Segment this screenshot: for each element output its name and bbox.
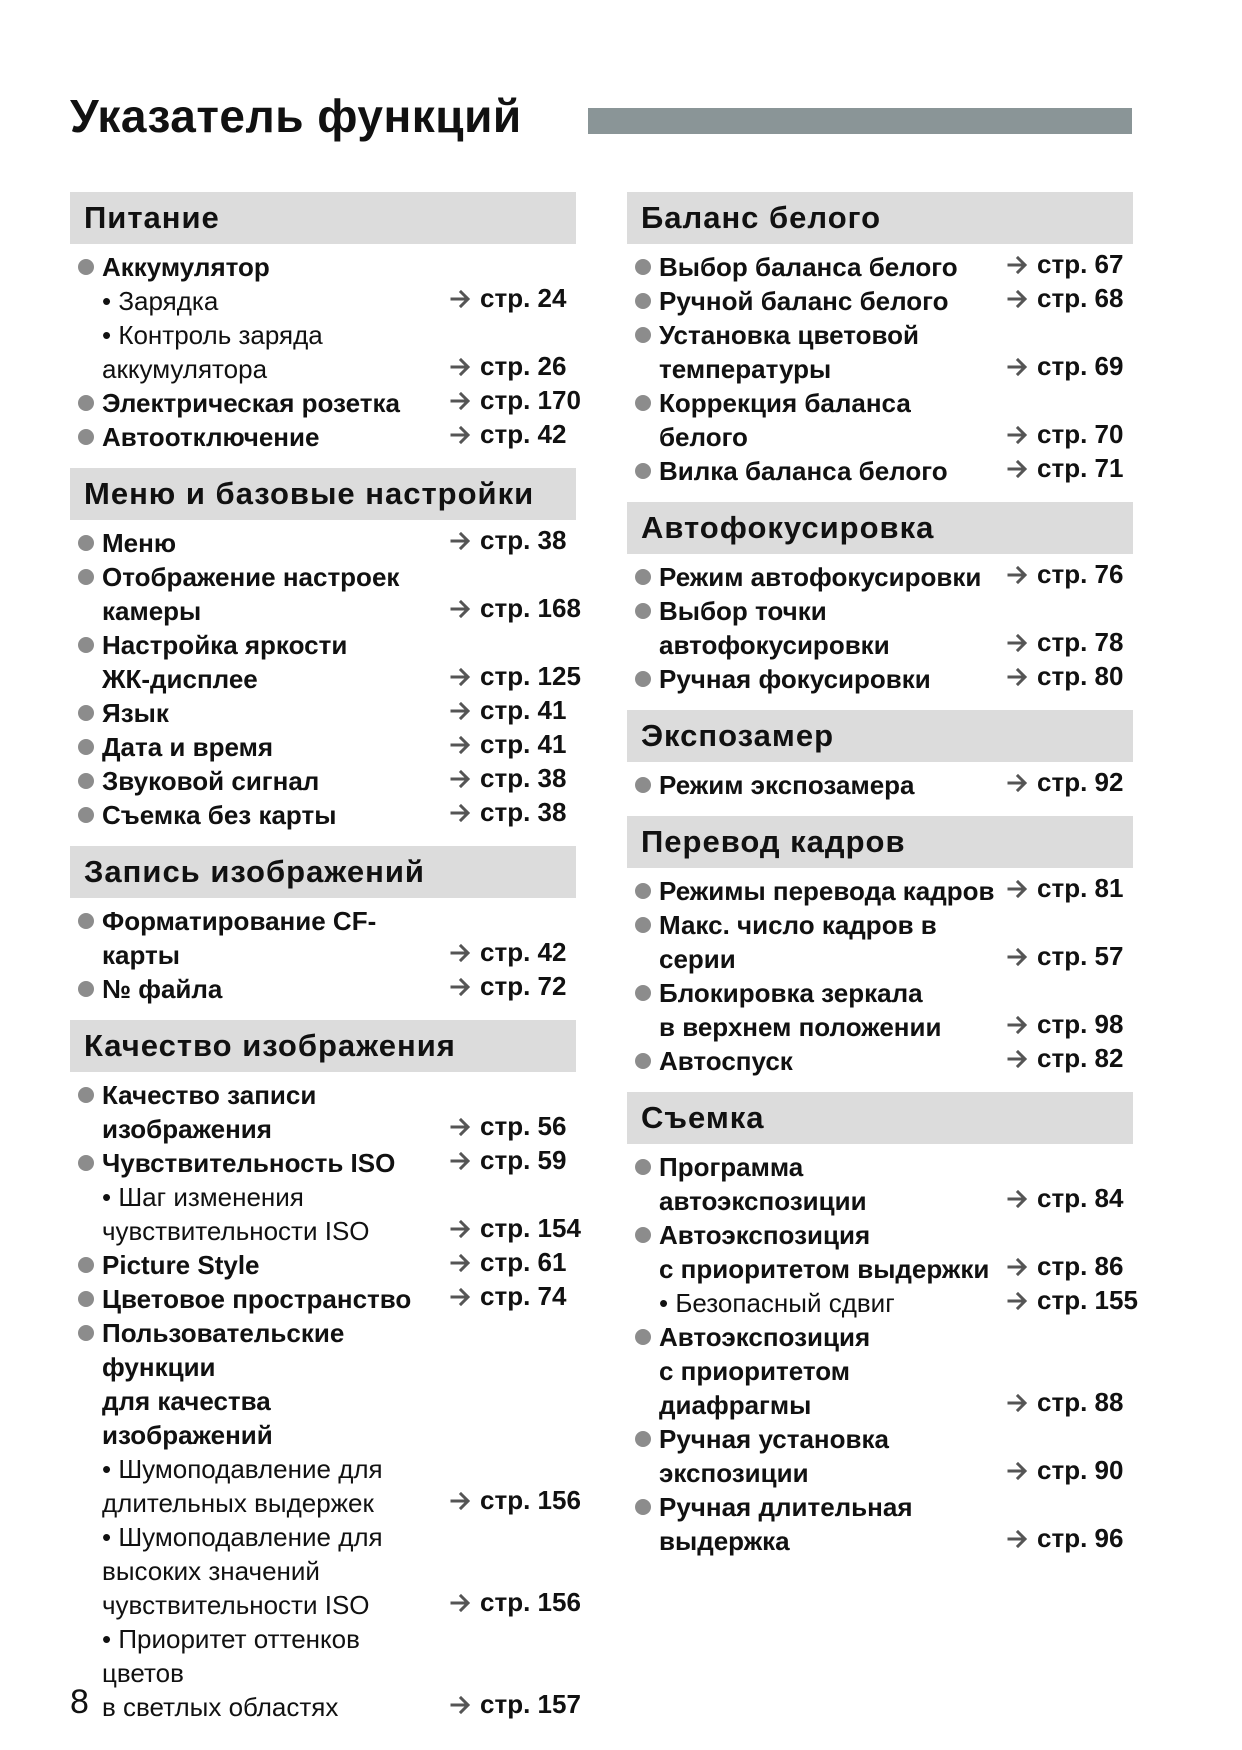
page-reference (450, 417, 568, 454)
entry-label: Меню (102, 528, 177, 558)
index-section (70, 468, 581, 832)
entry-label: Качество записи изображения (102, 1080, 317, 1144)
index-entry (70, 420, 576, 454)
entry-label: • Приоритет оттенков цветов в светлых областях (102, 1624, 360, 1722)
arrow-right-icon (1007, 628, 1029, 662)
arrow-right-icon (450, 526, 472, 560)
index-entry (627, 1320, 1133, 1422)
page-ref-text: стр. 125 (480, 661, 581, 691)
bullet-icon (78, 1291, 94, 1307)
page-reference (1007, 1007, 1125, 1044)
bullet-icon (78, 739, 94, 755)
index-subentry (70, 1622, 581, 1724)
page-ref-text: стр. 69 (1037, 351, 1124, 381)
arrow-right-icon (450, 352, 472, 386)
page-ref-text: стр. 67 (1037, 249, 1124, 279)
index-section (627, 1092, 1138, 1558)
arrow-right-icon (450, 662, 472, 696)
page-reference (450, 383, 581, 420)
index-entry (627, 1422, 1133, 1490)
index-entry (70, 1146, 576, 1180)
entry-label: Программа автоэкспозиции (659, 1152, 867, 1216)
page-reference (1007, 557, 1125, 594)
entry-label: Режим экспозамера (659, 770, 915, 800)
page-ref-text: стр. 157 (480, 1689, 581, 1719)
entry-label: Коррекция баланса белого (659, 388, 911, 452)
arrow-right-icon (1007, 768, 1029, 802)
index-entry (70, 972, 576, 1006)
entry-label: Выбор точки автофокусировки (659, 596, 890, 660)
page-ref-text: стр. 38 (480, 525, 567, 555)
page-ref-text: стр. 86 (1037, 1251, 1124, 1281)
bullet-icon (78, 1155, 94, 1171)
page-ref-text: стр. 42 (480, 419, 567, 449)
arrow-right-icon (1007, 1044, 1029, 1078)
page-reference (450, 659, 581, 696)
entry-label: Цветовое пространство (102, 1284, 412, 1314)
bullet-icon (635, 293, 651, 309)
arrow-right-icon (1007, 1524, 1029, 1558)
entry-label: Автоэкспозиция с приоритетом выдержки (659, 1220, 990, 1284)
arrow-right-icon (1007, 1252, 1029, 1286)
entry-label: Аккумулятор (102, 252, 270, 282)
page-ref-text: стр. 81 (1037, 873, 1124, 903)
section-header: Качество изображения (70, 1020, 576, 1072)
page-reference (1007, 871, 1125, 908)
page-ref-text: стр. 78 (1037, 627, 1124, 657)
arrow-right-icon (1007, 250, 1029, 284)
page-reference (450, 1585, 581, 1622)
index-column-right (627, 192, 1138, 1572)
index-subentry (70, 1180, 581, 1248)
bullet-icon (78, 259, 94, 275)
index-entry (627, 1490, 1133, 1558)
index-section (627, 192, 1133, 488)
arrow-right-icon (1007, 1388, 1029, 1422)
page-reference (1007, 1453, 1125, 1490)
entry-label: Блокировка зеркала в верхнем положении (659, 978, 942, 1042)
bullet-icon (635, 395, 651, 411)
page-reference (1007, 451, 1125, 488)
entry-label: Автоэкспозиция с приоритетом диафрагмы (659, 1322, 871, 1420)
index-entry (70, 385, 581, 420)
page-title: Указатель функций (70, 90, 522, 142)
index-section (70, 1020, 581, 1724)
entry-label: Электрическая розетка (102, 388, 400, 418)
page-ref-text: стр. 68 (1037, 283, 1124, 313)
bullet-icon (78, 773, 94, 789)
index-entry (70, 560, 581, 628)
page-ref-text: стр. 155 (1037, 1285, 1138, 1315)
arrow-right-icon (1007, 1456, 1029, 1490)
entry-label: Съемка без карты (102, 800, 337, 830)
index-entry (627, 874, 1133, 908)
entry-label: Чувствительность ISO (102, 1148, 396, 1178)
arrow-right-icon (1007, 454, 1029, 488)
page-ref-text: стр. 70 (1037, 419, 1124, 449)
arrow-right-icon (1007, 560, 1029, 594)
entry-label: • Контроль заряда аккумулятора (102, 320, 323, 384)
arrow-right-icon (450, 284, 472, 318)
bullet-icon (635, 985, 651, 1001)
entry-label: Picture Style (102, 1250, 260, 1280)
page-ref-text: стр. 84 (1037, 1183, 1124, 1213)
page-ref-text: стр. 168 (480, 593, 581, 623)
bullet-icon (78, 807, 94, 823)
arrow-right-icon (450, 420, 472, 454)
section-header: Автофокусировка (627, 502, 1133, 554)
page-ref-text: стр. 156 (480, 1587, 581, 1617)
page-reference (1007, 939, 1125, 976)
bullet-icon (78, 569, 94, 585)
index-entry (627, 560, 1133, 594)
bullet-icon (635, 1159, 651, 1175)
index-entry (627, 662, 1133, 696)
index-subentry (70, 1520, 581, 1622)
title-decoration-bar (588, 108, 1132, 134)
arrow-right-icon (450, 1112, 472, 1146)
page-reference (450, 1109, 568, 1146)
page-ref-text: стр. 154 (480, 1213, 581, 1243)
arrow-right-icon (450, 1214, 472, 1248)
bullet-icon (635, 1053, 651, 1069)
bullet-icon (635, 777, 651, 793)
index-entry (70, 1282, 576, 1316)
index-subentry (70, 318, 576, 386)
bullet-icon (78, 429, 94, 445)
page-reference (1007, 1041, 1125, 1078)
arrow-right-icon (450, 1588, 472, 1622)
entry-label: • Зарядка (102, 286, 219, 316)
bullet-icon (78, 705, 94, 721)
page-reference (450, 1245, 568, 1282)
page-reference (1007, 625, 1125, 662)
page-ref-text: стр. 76 (1037, 559, 1124, 589)
page-reference (450, 727, 568, 764)
index-entry (70, 798, 576, 832)
arrow-right-icon (450, 730, 472, 764)
section-header: Экспозамер (627, 710, 1133, 762)
page-reference (1007, 349, 1125, 386)
index-subentry (627, 1285, 1138, 1320)
page-ref-text: стр. 59 (480, 1145, 567, 1175)
entry-label: Выбор баланса белого (659, 252, 958, 282)
arrow-right-icon (1007, 1286, 1029, 1320)
page-reference (1007, 1249, 1125, 1286)
index-entry (627, 594, 1133, 662)
index-entry (70, 904, 576, 972)
page-reference (1007, 281, 1125, 318)
index-entry (70, 1316, 576, 1452)
section-header: Съемка (627, 1092, 1133, 1144)
arrow-right-icon (1007, 1184, 1029, 1218)
entry-label: Макс. число кадров в серии (659, 910, 937, 974)
page-reference (1007, 247, 1125, 284)
entry-label: Отображение настроек камеры (102, 562, 400, 626)
page-ref-text: стр. 92 (1037, 767, 1124, 797)
page-ref-text: стр. 61 (480, 1247, 567, 1277)
arrow-right-icon (450, 1486, 472, 1520)
bullet-icon (635, 569, 651, 585)
page-reference (450, 281, 568, 318)
arrow-right-icon (450, 798, 472, 832)
page-reference (1007, 1521, 1125, 1558)
page-ref-text: стр. 170 (480, 385, 581, 415)
page-ref-text: стр. 38 (480, 763, 567, 793)
page-reference (450, 591, 581, 628)
page-reference (1007, 1385, 1125, 1422)
entry-label: Настройка яркости ЖК-дисплее (102, 630, 348, 694)
bullet-icon (635, 259, 651, 275)
page-ref-text: стр. 71 (1037, 453, 1124, 483)
arrow-right-icon (450, 386, 472, 420)
arrow-right-icon (1007, 874, 1029, 908)
page-ref-text: стр. 41 (480, 695, 567, 725)
page-ref-text: стр. 82 (1037, 1043, 1124, 1073)
index-entry (70, 628, 581, 696)
arrow-right-icon (450, 1282, 472, 1316)
page-reference (450, 1687, 581, 1724)
page-number: 8 (70, 1683, 89, 1721)
page-reference (450, 935, 568, 972)
index-entry (627, 386, 1133, 454)
section-header: Перевод кадров (627, 816, 1133, 868)
entry-label: Ручной баланс белого (659, 286, 949, 316)
index-section (627, 502, 1133, 696)
page-reference (450, 761, 568, 798)
section-header: Баланс белого (627, 192, 1133, 244)
bullet-icon (635, 1499, 651, 1515)
bullet-icon (78, 913, 94, 929)
entry-label: Ручная фокусировки (659, 664, 931, 694)
index-entry (627, 976, 1133, 1044)
bullet-icon (635, 1227, 651, 1243)
bullet-icon (635, 1431, 651, 1447)
bullet-icon (78, 981, 94, 997)
page-ref-text: стр. 80 (1037, 661, 1124, 691)
page-ref-text: стр. 98 (1037, 1009, 1124, 1039)
arrow-right-icon (450, 1248, 472, 1282)
entry-label: Установка цветовой температуры (659, 320, 919, 384)
index-entry (627, 454, 1133, 488)
entry-label: Пользовательские функции для качества изображений (102, 1318, 345, 1450)
bullet-icon (635, 1329, 651, 1345)
entry-label: Режимы перевода кадров (659, 876, 995, 906)
arrow-right-icon (450, 972, 472, 1006)
arrow-right-icon (450, 696, 472, 730)
page-ref-text: стр. 96 (1037, 1523, 1124, 1553)
bullet-icon (78, 395, 94, 411)
page-ref-text: стр. 74 (480, 1281, 567, 1311)
arrow-right-icon (1007, 662, 1029, 696)
entry-label: Дата и время (102, 732, 273, 762)
section-header: Питание (70, 192, 576, 244)
bullet-icon (635, 463, 651, 479)
page-reference (450, 969, 568, 1006)
entry-label: • Безопасный сдвиг (659, 1288, 895, 1318)
entry-label: Режим автофокусировки (659, 562, 982, 592)
bullet-icon (635, 917, 651, 933)
index-entry (627, 250, 1133, 284)
arrow-right-icon (1007, 420, 1029, 454)
page-ref-text: стр. 56 (480, 1111, 567, 1141)
entry-label: Звуковой сигнал (102, 766, 320, 796)
arrow-right-icon (450, 764, 472, 798)
arrow-right-icon (450, 1146, 472, 1180)
page-reference (450, 523, 568, 560)
page-reference (1007, 1181, 1125, 1218)
page-ref-text: стр. 90 (1037, 1455, 1124, 1485)
page-ref-text: стр. 42 (480, 937, 567, 967)
page-reference (1007, 765, 1125, 802)
index-section (627, 710, 1133, 802)
index-entry (627, 318, 1133, 386)
section-header: Запись изображений (70, 846, 576, 898)
page-reference (1007, 417, 1125, 454)
index-entry (627, 1150, 1133, 1218)
index-entry (70, 250, 576, 284)
entry-label: • Шумоподавление для длительных выдержек (102, 1454, 383, 1518)
index-entry (70, 730, 576, 764)
page-ref-text: стр. 88 (1037, 1387, 1124, 1417)
page-reference (450, 1279, 568, 1316)
bullet-icon (78, 535, 94, 551)
page-ref-text: стр. 26 (480, 351, 567, 381)
page-reference (1007, 1283, 1138, 1320)
index-entry (627, 1218, 1133, 1286)
arrow-right-icon (450, 1690, 472, 1724)
arrow-right-icon (450, 938, 472, 972)
page-reference (450, 693, 568, 730)
entry-label: Автоотключение (102, 422, 320, 452)
page-reference (450, 795, 568, 832)
page-reference (450, 1211, 581, 1248)
arrow-right-icon (1007, 352, 1029, 386)
page-ref-text: стр. 24 (480, 283, 567, 313)
entry-label: Ручная длительная выдержка (659, 1492, 913, 1556)
entry-label: Автоспуск (659, 1046, 793, 1076)
page-ref-text: стр. 57 (1037, 941, 1124, 971)
index-section (627, 816, 1133, 1078)
page-reference (450, 1143, 568, 1180)
section-header: Меню и базовые настройки (70, 468, 576, 520)
entry-label: Форматирование CF-карты (102, 906, 377, 970)
page-reference (1007, 659, 1125, 696)
arrow-right-icon (1007, 942, 1029, 976)
page-reference (450, 349, 568, 386)
bullet-icon (78, 1325, 94, 1341)
page-ref-text: стр. 72 (480, 971, 567, 1001)
entry-label: • Шаг изменения чувствительности ISO (102, 1182, 370, 1246)
entry-label: • Шумоподавление для высоких значений чувствительности ISO (102, 1522, 383, 1620)
index-entry (70, 1078, 576, 1146)
index-entry (70, 764, 576, 798)
entry-label: № файла (102, 974, 223, 1004)
entry-label: Вилка баланса белого (659, 456, 948, 486)
bullet-icon (635, 671, 651, 687)
index-section (70, 846, 576, 1006)
page-ref-text: стр. 41 (480, 729, 567, 759)
index-entry (627, 284, 1133, 318)
bullet-icon (78, 637, 94, 653)
bullet-icon (635, 327, 651, 343)
bullet-icon (78, 1087, 94, 1103)
page-reference (450, 1483, 581, 1520)
bullet-icon (635, 603, 651, 619)
index-entry (627, 908, 1133, 976)
index-column-left (70, 192, 581, 1738)
arrow-right-icon (450, 594, 472, 628)
index-entry (70, 526, 576, 560)
entry-label: Язык (102, 698, 169, 728)
index-entry (627, 768, 1133, 802)
page-ref-text: стр. 156 (480, 1485, 581, 1515)
index-entry (70, 696, 576, 730)
index-entry (627, 1044, 1133, 1078)
arrow-right-icon (1007, 1010, 1029, 1044)
index-subentry (70, 1452, 581, 1520)
bullet-icon (78, 1257, 94, 1273)
bullet-icon (635, 883, 651, 899)
index-entry (70, 1248, 576, 1282)
index-section (70, 192, 581, 454)
page-ref-text: стр. 38 (480, 797, 567, 827)
index-subentry (70, 284, 576, 318)
entry-label: Ручная установка экспозиции (659, 1424, 889, 1488)
arrow-right-icon (1007, 284, 1029, 318)
